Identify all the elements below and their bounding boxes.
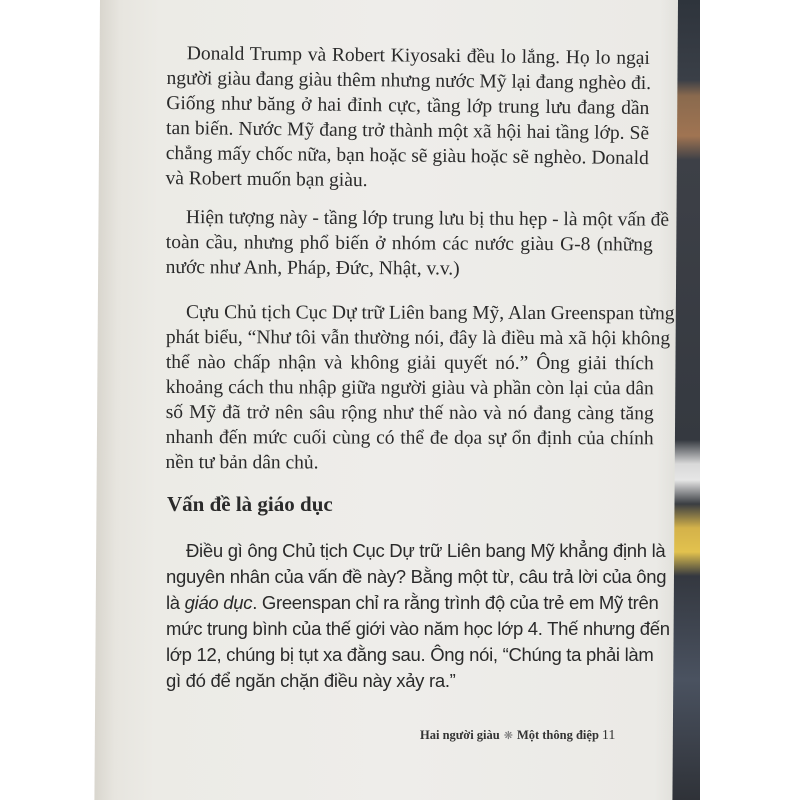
text-fragment: là xyxy=(166,592,185,613)
text-line: số Mỹ đã trở nên sâu rộng như thế nào và nó đang càng tăng xyxy=(165,401,654,425)
ornament-icon: ❋ xyxy=(503,730,513,742)
section-heading: Vấn đề là giáo dục xyxy=(167,492,333,516)
page-number: 11 xyxy=(601,728,616,743)
text-line: và Robert muốn bạn giàu. xyxy=(165,167,368,192)
section-paragraph xyxy=(166,538,670,694)
paragraph-3 xyxy=(165,300,675,476)
text-line: toàn cầu, nhưng phổ biến ở nhóm các nước giàu G-8 (những xyxy=(165,231,653,256)
text-line: nền tư bản dân chủ. xyxy=(165,451,319,474)
paragraph-1 xyxy=(165,41,650,196)
text-line xyxy=(166,590,659,616)
text-line: Cựu Chủ tịch Cục Dự trữ Liên bang Mỹ, Alan Greenspan từng xyxy=(185,302,675,325)
text-line: lớp 12, chúng bị tụt xa đằng sau. Ông nói, “Chúng ta phải làm xyxy=(166,644,654,665)
text-line: tan biến. Nước Mỹ đang trở thành một xã hội hai tầng lớp. Sẽ xyxy=(165,117,650,145)
text-line: Donald Trump và Robert Kiyosaki đều lo lắng. Họ lo ngại xyxy=(186,43,650,70)
text-line: Giống như băng ở hai đỉnh cực, tầng lớp trung lưu đang dần xyxy=(166,92,650,120)
paragraph-2 xyxy=(165,205,670,283)
footer-subtitle: Một thông điệp xyxy=(516,728,599,742)
text-line: người giàu đang giàu thêm nhưng nước Mỹ lại đang nghèo đi. xyxy=(166,67,652,95)
text-line: nhanh đến mức cuối cùng có thể đe dọa sự ổn định của chính xyxy=(165,426,654,450)
text-line: Điều gì ông Chủ tịch Cục Dự trữ Liên bang Mỹ khẳng định là xyxy=(186,540,666,561)
text-line: chẳng mấy chốc nữa, bạn hoặc sẽ giàu hoặc sẽ nghèo. Donald xyxy=(165,142,649,170)
text-line: Hiện tượng này - tầng lớp trung lưu bị thu hẹp - là một vấn đề xyxy=(185,207,670,231)
emphasis-text: giáo dục xyxy=(184,592,253,613)
text-line: nguyên nhân của vấn đề này? Bằng một từ, câu trả lời của ông xyxy=(166,566,667,587)
text-line: gì đó để ngăn chặn điều này xảy ra.” xyxy=(166,670,456,691)
text-line: mức trung bình của thế giới vào năm học lớp 4. Thế nhưng đến xyxy=(166,618,670,639)
text-fragment: . Greenspan chỉ ra rằng trình độ của trẻ em Mỹ trên xyxy=(252,592,659,613)
text-line: nước như Anh, Pháp, Đức, Nhật, v.v.) xyxy=(165,256,460,280)
running-footer xyxy=(420,728,615,744)
text-line: phát biểu, “Như tôi vẫn thường nói, đây là điều mà xã hội không xyxy=(165,326,671,350)
text-line: khoảng cách thu nhập giữa người giàu và phần còn lại của dân xyxy=(165,376,654,400)
text-line: thể nào chấp nhận và không giải quyết nó.” Ông giải thích xyxy=(165,351,654,375)
footer-book-title: Hai người giàu xyxy=(420,728,500,742)
